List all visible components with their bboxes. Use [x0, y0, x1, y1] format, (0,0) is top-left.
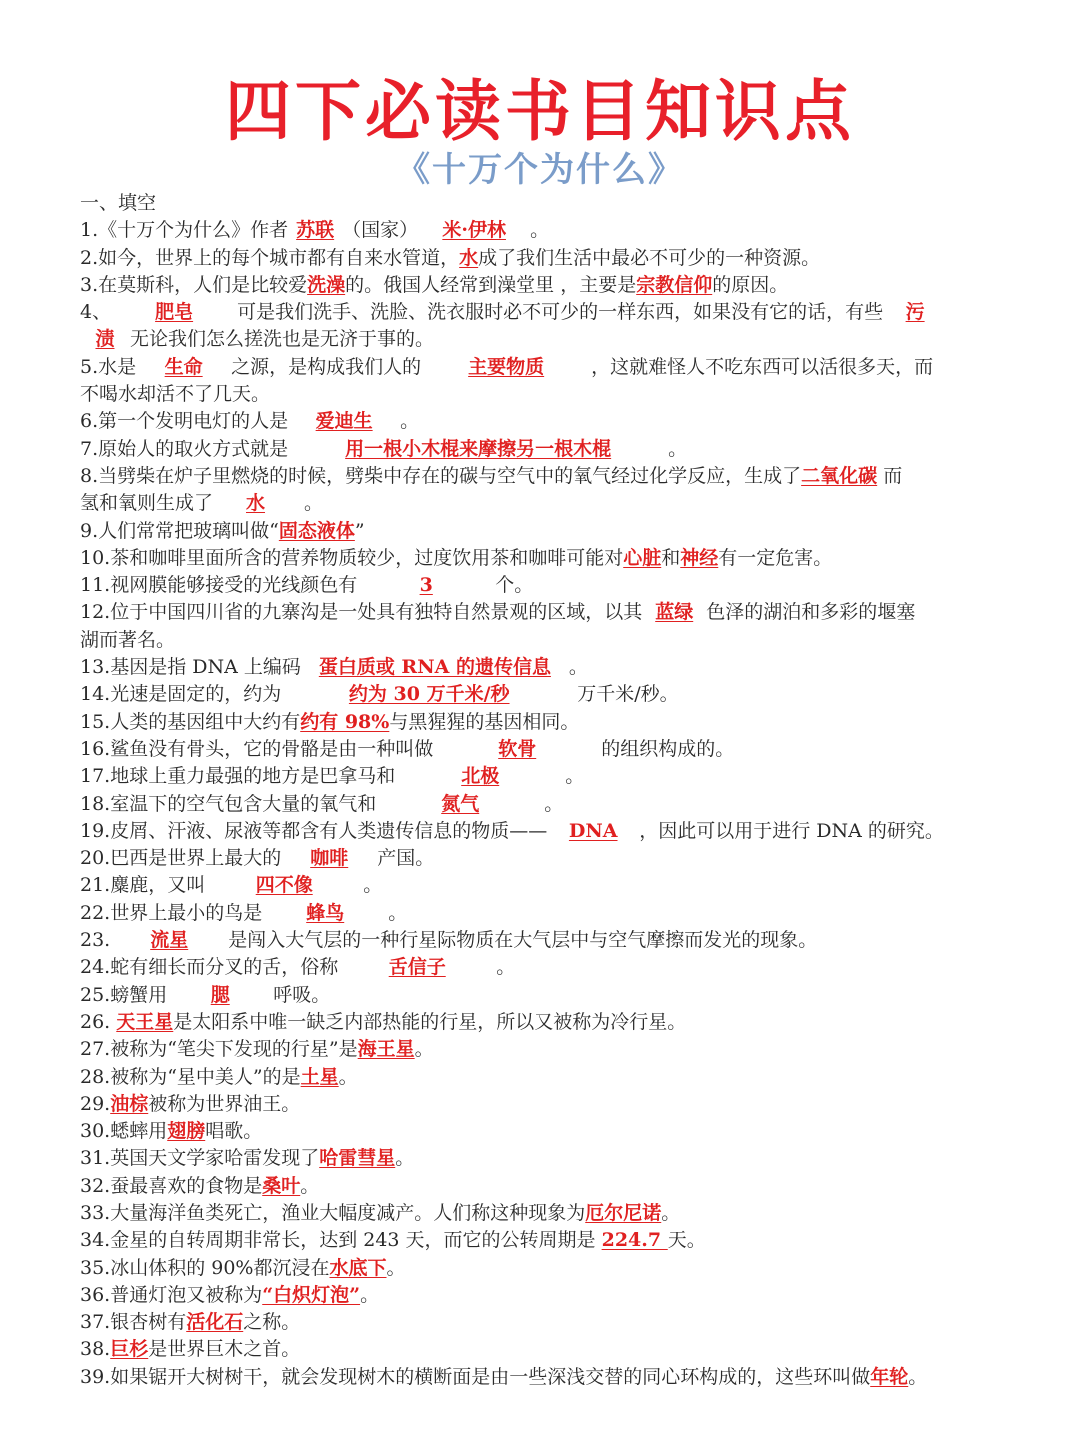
answer-blank: 哈雷彗星: [319, 1147, 396, 1170]
question-text: 产国。: [377, 847, 435, 870]
question-text: ，这就难怪人不吃东西可以活很多天，而: [591, 355, 934, 378]
question-text: 。: [300, 1174, 320, 1197]
question-line: [80, 681, 1005, 708]
question-text: 16.鲨鱼没有骨头，它的骨骼是由一种叫做: [80, 737, 434, 760]
answer-blank: 约有 98%: [300, 710, 390, 733]
question-text: 35.冰山体积的 90%都沉浸在: [80, 1256, 330, 1279]
answer-blank: 四不像: [255, 874, 313, 897]
question-line: [80, 1200, 1005, 1227]
answer-blank: 洗澡: [307, 273, 346, 296]
question-text: 39.如果锯开大树树干，就会发现树木的横断面是由一些深浅交替的同心环构成的，这些环叫做: [80, 1365, 871, 1388]
question-line: [80, 654, 1005, 681]
question-text: 不喝水却活不了几天。: [80, 383, 271, 406]
question-text: 14.光速是固定的，约为: [80, 683, 282, 706]
answer-blank: 3: [419, 574, 433, 597]
question-line: [80, 900, 1005, 927]
answer-blank: 心脏: [623, 546, 662, 569]
question-text: 11.视网膜能够接受的光线颜色有: [80, 574, 358, 597]
question-text: 。: [530, 219, 550, 242]
answer-blank: 宗教信仰: [636, 273, 713, 296]
question-line: [80, 1364, 1005, 1391]
answer-blank: 蛋白质或 RNA 的遗传信息: [318, 656, 551, 679]
answer-blank: 224.7: [601, 1229, 668, 1252]
page-title: 四下必读书目知识点: [225, 73, 855, 150]
question-line: [80, 982, 1005, 1009]
question-text: 。: [414, 1038, 434, 1061]
question-line: [80, 1282, 1005, 1309]
question-text: 。: [908, 1365, 928, 1388]
question-text: 和: [661, 546, 681, 569]
answer-blank: 北极: [461, 765, 500, 788]
answer-blank: 主要物质: [468, 355, 545, 378]
question-text: 的原因。: [712, 273, 789, 296]
answer-blank: 天王星: [116, 1010, 174, 1033]
question-line: [80, 354, 1005, 381]
question-line: [80, 791, 1005, 818]
question-line: [80, 490, 1005, 517]
question-text: 万千米/秒。: [577, 683, 679, 706]
question-text: 唱歌。: [205, 1120, 263, 1143]
answer-blank: 油棕: [110, 1092, 149, 1115]
answer-blank: 厄尔尼诺: [585, 1201, 662, 1224]
question-line: [80, 572, 1005, 599]
question-text: 31.英国天文学家哈雷发现了: [80, 1147, 320, 1170]
question-text: 可是我们洗手、洗脸、洗衣服时必不可少的一样东西，如果没有它的话，有些: [237, 301, 884, 324]
question-text: 27.被称为“笔尖下发现的行星”是: [80, 1038, 358, 1061]
question-text: 34.金星的自转周期非常长，达到 243 天，而它的公转周期是: [80, 1229, 602, 1252]
answer-blank: 巨杉: [110, 1338, 149, 1361]
question-line: [80, 818, 1005, 845]
answer-blank: 污: [905, 301, 925, 324]
question-text: 3.在莫斯科，人们是比较爱: [80, 273, 308, 296]
question-text: 30.蟋蟀用: [80, 1120, 168, 1143]
question-text: 18.室温下的空气包含大量的氧气和: [80, 792, 377, 815]
question-text: 7.原始人的取火方式就是: [80, 437, 289, 460]
answer-blank: 用一根小木棍来摩擦另一根木棍: [345, 437, 612, 460]
question-line: [80, 627, 1005, 654]
question-line: [80, 1118, 1005, 1145]
question-text: 32.蚕最喜欢的食物是: [80, 1174, 263, 1197]
section-heading: 一、填空: [80, 192, 157, 214]
question-text: 1.《十万个为什么》作者: [80, 219, 289, 242]
answer-blank: 水底下: [329, 1256, 387, 1279]
answer-blank: DNA: [568, 819, 618, 842]
question-text: 。: [668, 437, 688, 460]
answer-blank: 年轮: [870, 1365, 909, 1388]
answer-blank: 翅膀: [167, 1120, 206, 1143]
question-line: [80, 599, 1005, 626]
question-text: 2.如今，世界上的每个城市都有自来水管道，: [80, 246, 460, 269]
question-line: [80, 927, 1005, 954]
question-line: [80, 1336, 1005, 1363]
question-text: ，因此可以用于进行 DNA 的研究。: [639, 819, 944, 842]
answer-blank: 渍: [95, 328, 115, 351]
question-text: 之源，是构成我们人的: [231, 355, 422, 378]
answer-blank: 二氧化碳: [801, 464, 878, 487]
answer-blank: 神经: [680, 546, 719, 569]
question-text: 6.第一个发明电灯的人是: [80, 410, 289, 433]
question-text: 。: [388, 901, 408, 924]
question-text: 。: [496, 956, 516, 979]
question-text: 22.世界上最小的鸟是: [80, 901, 263, 924]
answer-blank: 腮: [210, 983, 230, 1006]
question-line: [80, 545, 1005, 572]
question-text: 20.巴西是世界上最大的: [80, 847, 282, 870]
answer-blank: 蜂鸟: [306, 901, 345, 924]
question-text: 色泽的湖泊和多彩的堰塞: [706, 601, 916, 624]
answer-blank: 约为 30 万千米/秒: [348, 683, 510, 706]
question-text: 28.被称为“星中美人”的是: [80, 1065, 301, 1088]
question-line: [80, 272, 1005, 299]
question-line: [80, 518, 1005, 545]
question-line: [80, 845, 1005, 872]
question-text: 5.水是: [80, 355, 137, 378]
question-text: 天。: [667, 1229, 706, 1252]
question-text: 。: [565, 765, 585, 788]
question-text: 8.当劈柴在炉子里燃烧的时候，劈柴中存在的碳与空气中的氧气经过化学反应，生成了: [80, 464, 802, 487]
question-line: [80, 1145, 1005, 1172]
answer-blank: 桑叶: [262, 1174, 301, 1197]
question-line: [80, 217, 1005, 244]
question-line: [80, 436, 1005, 463]
question-text: 15.人类的基因组中大约有: [80, 710, 301, 733]
answer-blank: 水: [459, 246, 479, 269]
answer-blank: “白炽灯泡”: [262, 1283, 361, 1306]
answer-blank: 活化石: [186, 1311, 244, 1334]
question-text: 而: [877, 464, 903, 487]
answer-blank: 软骨: [498, 737, 537, 760]
question-text: 是闯入大气层的一种行星际物质在大气层中与空气摩擦而发光的现象。: [228, 929, 818, 952]
question-text: 的组织构成的。: [601, 737, 735, 760]
question-text: 29.: [80, 1092, 111, 1115]
question-text: 13.基因是指 DNA 上编码: [80, 656, 301, 679]
question-line: [80, 1255, 1005, 1282]
answer-blank: 流星: [150, 929, 189, 952]
question-line: [80, 736, 1005, 763]
question-text: 10.茶和咖啡里面所含的营养物质较少，过度饮用茶和咖啡可能对: [80, 546, 624, 569]
question-text: 是太阳系中唯一缺乏内部热能的行星，所以又被称为冷行星。: [173, 1010, 687, 1033]
question-text: 。: [661, 1201, 681, 1224]
fill-in-items: [80, 217, 1005, 1391]
question-line: [80, 299, 1005, 326]
answer-blank: 咖啡: [310, 847, 349, 870]
question-text: 与黑猩猩的基因相同。: [389, 710, 580, 733]
question-text: 。: [360, 1283, 380, 1306]
question-text: 氢和氧则生成了: [80, 492, 214, 515]
question-line: [80, 954, 1005, 981]
question-line: [80, 1064, 1005, 1091]
question-text: 。: [400, 410, 420, 433]
answer-blank: 氮气: [441, 792, 480, 815]
question-line: [80, 1227, 1005, 1254]
answer-blank: 舌信子: [388, 956, 446, 979]
question-text: 19.皮屑、汗液、尿液等都含有人类遗传信息的物质——: [80, 819, 548, 842]
question-text: 。: [298, 492, 324, 515]
answer-blank: 海王星: [357, 1038, 415, 1061]
question-text: ”: [354, 519, 365, 542]
question-line: [80, 408, 1005, 435]
question-text: 24.蛇有细长而分叉的舌，俗称: [80, 956, 339, 979]
question-text: 37.银杏树有: [80, 1311, 187, 1334]
question-line: [80, 1309, 1005, 1336]
question-text: 呼吸。: [273, 983, 331, 1006]
question-text: 21.麋鹿，又叫: [80, 874, 206, 897]
question-line: [80, 326, 1005, 353]
question-text: 无论我们怎么搓洗也是无济于事的。: [130, 328, 435, 351]
question-text: 。: [395, 1147, 415, 1170]
question-line: [80, 872, 1005, 899]
question-text: 17.地球上重力最强的地方是巴拿马和: [80, 765, 396, 788]
question-line: [80, 463, 1005, 490]
question-text: （国家）: [342, 219, 419, 242]
book-title: 《十万个为什么》: [396, 150, 684, 190]
question-line: [80, 245, 1005, 272]
question-text: 。: [338, 1065, 358, 1088]
question-text: 。: [544, 792, 564, 815]
answer-blank: 肥皂: [155, 301, 194, 324]
question-text: 12.位于中国四川省的九寨沟是一处具有独特自然景观的区域，以其: [80, 601, 643, 624]
question-text: 被称为世界油王。: [148, 1092, 301, 1115]
question-text: 23.: [80, 929, 111, 952]
question-text: 个。: [495, 574, 534, 597]
question-line: [80, 381, 1005, 408]
answer-blank: 米·伊林: [442, 219, 506, 242]
answer-blank: 水: [246, 492, 266, 515]
question-text: 9.人们常常把玻璃叫做“: [80, 519, 279, 542]
question-text: 26.: [80, 1010, 117, 1033]
question-text: 湖而著名。: [80, 628, 176, 651]
question-line: [80, 1036, 1005, 1063]
question-line: [80, 763, 1005, 790]
question-list: [80, 190, 1005, 1391]
answer-blank: 爱迪生: [315, 410, 373, 433]
question-text: 有一定危害。: [718, 546, 833, 569]
question-text: 之称。: [243, 1311, 301, 1334]
question-text: 。: [568, 656, 588, 679]
answer-blank: 固态液体: [278, 519, 355, 542]
question-text: 成了我们生活中最必不可少的一种资源。: [478, 246, 821, 269]
question-text: 。: [386, 1256, 406, 1279]
answer-blank: 生命: [164, 355, 203, 378]
question-line: [80, 1009, 1005, 1036]
question-text: 是世界巨木之首。: [148, 1338, 301, 1361]
question-text: 25.螃蟹用: [80, 983, 168, 1006]
question-text: 4、: [80, 301, 112, 324]
question-text: 33.大量海洋鱼类死亡，渔业大幅度减产。人们称这种现象为: [80, 1201, 586, 1224]
question-line: [80, 1173, 1005, 1200]
answer-blank: 蓝绿: [655, 601, 694, 624]
question-text: 的。俄国人经常到澡堂里 ，主要是: [345, 273, 637, 296]
question-line: [80, 1091, 1005, 1118]
question-text: 38.: [80, 1338, 111, 1361]
answer-blank: 苏联: [296, 219, 335, 242]
question-text: 。: [363, 874, 383, 897]
question-line: [80, 709, 1005, 736]
question-text: 36.普通灯泡又被称为: [80, 1283, 263, 1306]
answer-blank: 土星: [300, 1065, 339, 1088]
